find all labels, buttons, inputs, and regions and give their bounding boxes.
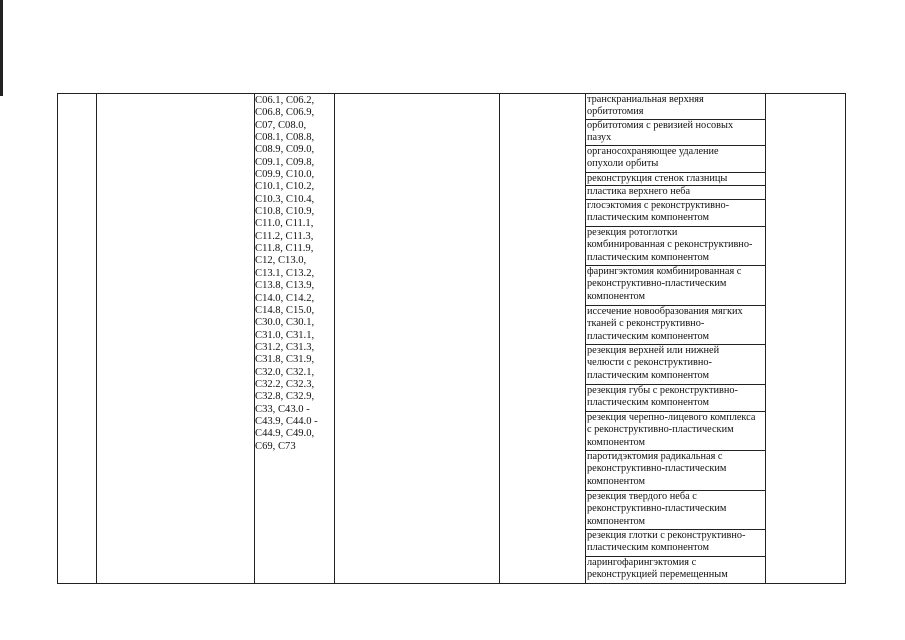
procedure-line: иссечение новообразования мягких bbox=[587, 306, 743, 317]
procedure-line: пластика верхнего неба bbox=[587, 186, 691, 197]
procedure-line: пластическим компонентом bbox=[587, 542, 710, 554]
procedure-line: орбитотомия с ревизией носовых bbox=[587, 120, 734, 131]
procedure-cell bbox=[586, 120, 766, 146]
procedure-line: пластическим компонентом bbox=[587, 369, 710, 381]
procedure-cell bbox=[586, 306, 766, 345]
procedure-line: компонентом bbox=[587, 515, 646, 527]
procedure-line: пазух bbox=[587, 132, 612, 144]
procedure-line: компонентом bbox=[587, 436, 646, 448]
procedure-cell bbox=[586, 557, 766, 585]
procedure-cell bbox=[586, 451, 766, 491]
procedure-line: паротидэктомия радикальная с bbox=[587, 451, 723, 462]
procedure-line: фарингэктомия комбинированная с bbox=[587, 266, 742, 277]
procedure-line: резекция ротоглотки bbox=[587, 227, 678, 238]
procedure-cell bbox=[586, 412, 766, 451]
procedure-line: пластическим компонентом bbox=[587, 212, 710, 224]
column-divider bbox=[96, 94, 97, 583]
procedure-line: резекция верхней или нижней bbox=[587, 345, 720, 356]
diagnosis-codes-cell: C06.1, C06.2, C06.8, C06.9, C07, C08.0, C08.1, C08.8, C08.9, C09.0, C09.1, C09.8, C09.9, C10.0, C10.1, C10.2, C10.3, C10.4, C10.8, C10.9, C11.0, C11.1, C11.2, C11.3, C11.8, C11.9, C12, C13.0, C13.1, C13.2, C13.8, C13.9, C14.0, C14.2, C14.8, C15.0, C30.0, C30.1, C31.0, C31.1, C31.2, C31.3, C31.8, C31.9, C32.0, C32.1, C32.2, C32.3, C32.8, C32.9, C33, C43.0 - C43.9, C44.0 - C44.9, C49.0, C69, C73 bbox=[255, 95, 318, 452]
procedure-line: компонентом bbox=[587, 290, 646, 302]
procedure-line: тканей с реконструктивно- bbox=[587, 318, 705, 330]
procedure-line: компонентом bbox=[587, 475, 646, 487]
procedure-line: реконструктивно-пластическим bbox=[587, 463, 727, 475]
procedure-cell bbox=[586, 530, 766, 557]
procedure-cell bbox=[586, 200, 766, 227]
procedure-line: резекция твердого неба с bbox=[587, 491, 697, 502]
procedure-line: реконструкция стенок глазницы bbox=[587, 173, 728, 184]
procedures-column bbox=[586, 94, 766, 583]
procedure-line: комбинированная с реконструктивно- bbox=[587, 239, 753, 251]
procedure-cell bbox=[586, 227, 766, 266]
procedure-line: резекция губы с реконструктивно- bbox=[587, 385, 738, 396]
procedure-line: опухоли орбиты bbox=[587, 158, 659, 170]
procedure-cell bbox=[586, 94, 766, 120]
procedure-line: резекция черепно-лицевого комплекса bbox=[587, 412, 756, 423]
procedure-line: резекция глотки с реконструктивно- bbox=[587, 530, 746, 541]
procedure-line: транскраниальная верхняя bbox=[587, 94, 704, 105]
procedure-cell bbox=[586, 173, 766, 186]
procedure-line: реконструктивно-пластическим bbox=[587, 503, 727, 515]
procedure-line: реконструктивно-пластическим bbox=[587, 278, 727, 290]
procedure-line: реконструкцией перемещенным bbox=[587, 569, 728, 581]
procedure-cell bbox=[586, 266, 766, 306]
procedure-cell bbox=[586, 186, 766, 200]
procedures-table bbox=[57, 93, 846, 584]
procedure-line: пластическим компонентом bbox=[587, 251, 710, 263]
procedure-line: глосэктомия с реконструктивно- bbox=[587, 200, 730, 211]
procedure-cell bbox=[586, 345, 766, 385]
procedure-cell bbox=[586, 385, 766, 412]
column-divider bbox=[499, 94, 500, 583]
procedure-line: с реконструктивно-пластическим bbox=[587, 424, 734, 436]
procedure-cell bbox=[586, 491, 766, 530]
procedure-line: орбитотомия bbox=[587, 106, 644, 118]
procedure-line: ларингофарингэктомия с bbox=[587, 557, 697, 568]
page-edge-mark bbox=[0, 0, 3, 96]
procedure-line: челюсти с реконструктивно- bbox=[587, 357, 712, 369]
procedure-line: пластическим компонентом bbox=[587, 397, 710, 409]
procedure-line: пластическим компонентом bbox=[587, 330, 710, 342]
procedure-cell bbox=[586, 146, 766, 173]
procedure-line: органосохраняющее удаление bbox=[587, 146, 719, 157]
